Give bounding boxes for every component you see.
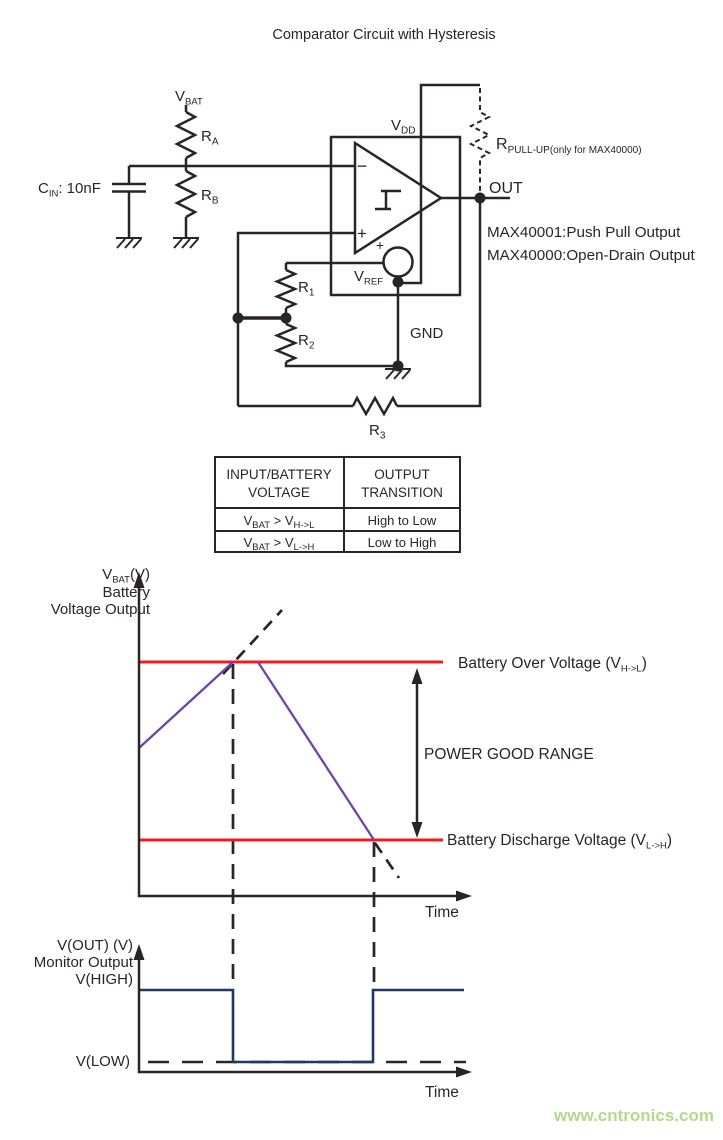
plus-ref-marker: +: [375, 237, 385, 253]
table-header-col2-line2: TRANSITION: [361, 485, 443, 500]
table-row1-output: High to Low: [367, 513, 437, 528]
cin-label: $C_{IN}$: 10nF: [38, 180, 101, 200]
battery-voltage-graph: [51, 566, 672, 988]
table-row1-condition: $V_{BAT} > V_{H->L}$: [243, 513, 315, 531]
r2-label: $R_2$: [298, 332, 315, 352]
table-row2-condition: $V_{BAT} > V_{L->H}$: [243, 535, 315, 553]
minus-input-marker: −: [356, 156, 368, 176]
arrow-up-icon: [412, 668, 423, 684]
gnd-node-dot: [393, 361, 404, 372]
max40001-label: MAX40001:Push Pull Output: [487, 224, 681, 241]
table-header-col1-line1: INPUT/BATTERY: [226, 467, 332, 482]
table-header-col1-line2: VOLTAGE: [248, 485, 310, 500]
graph2-ylabel-line2: Monitor Output: [33, 954, 133, 971]
resistor-pullup: [471, 88, 489, 196]
vref-label: $V_{REF}$: [353, 268, 383, 288]
gnd-label: GND: [410, 325, 444, 342]
out-node-dot: [475, 193, 486, 204]
graph2-axes: [139, 950, 464, 1072]
discharge-voltage-label: Battery Discharge Voltage $(V_{L->H})$: [447, 832, 673, 852]
ra-label: $R_A$: [201, 128, 219, 148]
graph2-xaxis-arrow-icon: [456, 1067, 472, 1078]
dashed-fall-extension: [375, 843, 399, 878]
resistor-r1: [277, 270, 295, 308]
arrow-down-icon: [412, 822, 423, 838]
vdd-label: $V_{DD}$: [391, 117, 416, 137]
graph1-axes: [139, 578, 464, 896]
table-row2-output: Low to High: [367, 535, 437, 550]
transition-table: [215, 457, 460, 553]
graph1-ylabel-line1: $V_{BAT}(V)$: [102, 566, 150, 586]
vbat-label: $V_{BAT}$: [175, 88, 203, 108]
graph2-yaxis-arrow-icon: [134, 944, 145, 960]
over-voltage-label: Battery Over Voltage $(V_{H->L})$: [458, 655, 647, 675]
graph2-ylabel-line3: V(HIGH): [75, 971, 133, 988]
graph1-xlabel: Time: [425, 904, 459, 921]
resistor-r3: [353, 398, 397, 414]
resistor-r2: [277, 324, 295, 362]
vlow-label: V(LOW): [75, 1053, 130, 1070]
power-good-range-label: POWER GOOD RANGE: [424, 746, 594, 763]
vref-source: [384, 248, 413, 277]
ground-icon: [173, 238, 199, 248]
resistor-rb: [177, 171, 195, 217]
graph1-xaxis-arrow-icon: [456, 891, 472, 902]
r1-r2-node-dot: [281, 313, 292, 324]
graph1-ylabel-line2: Battery: [102, 584, 150, 601]
watermark: www.cntronics.com: [554, 1106, 714, 1125]
max40000-label: MAX40000:Open-Drain Output: [487, 247, 695, 264]
battery-voltage-rising-trace: [139, 662, 233, 748]
capacitor-cin: [112, 184, 146, 192]
rpullup-label: $R_{PULL-UP}(only$ for MAX40000): [496, 136, 642, 156]
feedback-node-dot: [233, 313, 244, 324]
graph2-xlabel: Time: [425, 1084, 459, 1101]
r3-label: $R_3$: [369, 422, 386, 442]
monitor-output-waveform: [139, 990, 464, 1062]
graph1-ylabel-line3: Voltage Output: [50, 601, 150, 618]
monitor-output-graph: [34, 937, 472, 1101]
plus-input-marker: +: [357, 224, 367, 243]
r2-gnd-wire: [286, 362, 398, 366]
ground-icon: [116, 238, 142, 248]
resistor-ra: [177, 112, 195, 158]
out-label: OUT: [489, 180, 523, 197]
vref-node-dot: [393, 277, 404, 288]
figure-title: Comparator Circuit with Hysteresis: [272, 27, 496, 43]
rb-label: $R_B$: [201, 187, 219, 207]
table-header-col2-line1: OUTPUT: [374, 467, 430, 482]
schematic: [38, 85, 695, 442]
battery-voltage-falling-trace: [258, 662, 374, 840]
graph2-ylabel-line1: V(OUT) (V): [57, 937, 133, 954]
r1-label: $R_1$: [298, 279, 315, 299]
